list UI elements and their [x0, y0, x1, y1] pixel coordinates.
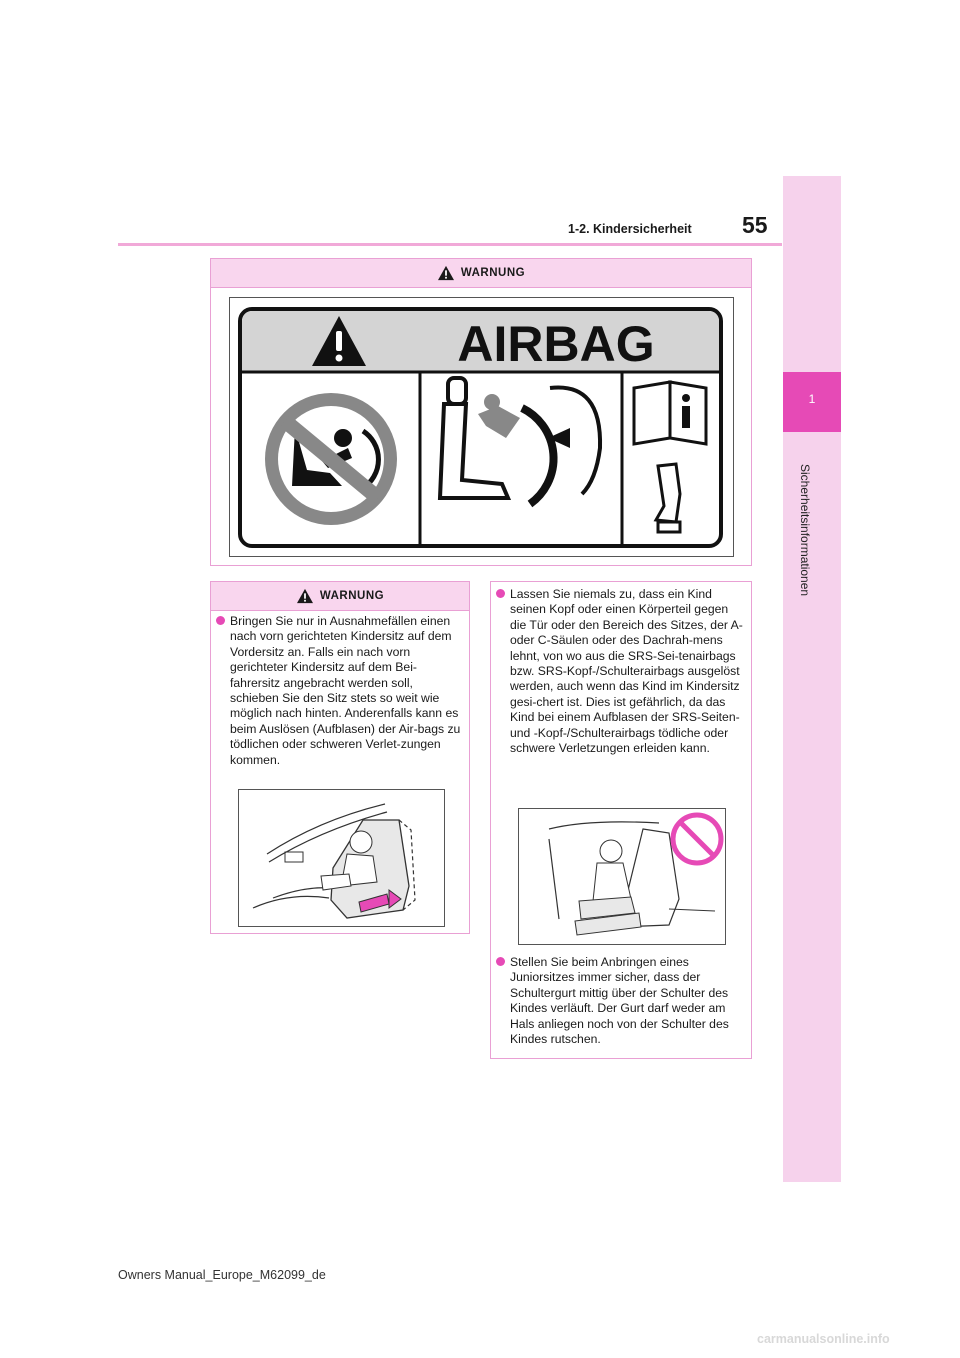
bullet-dot-icon [496, 957, 505, 966]
warning-header [211, 582, 469, 611]
bullet-text: Lassen Sie niemals zu, dass ein Kind seinen Kopf oder einen Körperteil gegen die Tür oder den Bereich des Sitzes, der A- oder C-Säulen oder des Dachrah-mens lehnt, von wo aus die SRS-Sei-tenairbags bzw. SRS-Kopf-/Schulterairbags ausgelöst werden, auch wenn das Kind im Kindersitz gesi-chert ist. Dies ist gefährlich, da das Kind bei einem Aufblasen der SRS-Seiten- und -Kopf-/Schulterairbags tödliche oder schwere Verletzungen erleiden kann. [510, 587, 743, 756]
airbag-label-figure [229, 297, 734, 557]
no-child-seat-icon [265, 393, 397, 525]
warning-label: WARNUNG [319, 590, 385, 602]
warning-box-airbag [210, 258, 752, 566]
bullet-dot-icon [496, 589, 505, 598]
warning-box-child-safety [490, 581, 752, 1059]
list-item [496, 587, 744, 756]
warning-header [211, 259, 751, 288]
airbag-text: AIRBAG [457, 316, 655, 372]
footer-text: Owners Manual_Europe_M62099_de [118, 1268, 326, 1282]
chapter-label: Sicherheitsinformationen [798, 464, 812, 597]
warning-triangle-icon [296, 588, 314, 604]
list-item [216, 614, 462, 768]
bullet-dot-icon [216, 616, 225, 625]
page-number: 55 [742, 212, 768, 238]
child-leaning-illustration [519, 809, 725, 944]
warning-triangle-icon [437, 265, 455, 281]
warning-label: WARNUNG [460, 267, 526, 279]
bullet-text: Bringen Sie nur in Ausnahmefällen einen nach vorn gerichteten Kindersitz auf dem Vordersitz an. Falls ein nach vorn gerichteter Kindersitz auf dem Bei-fahrersitz angebracht werden soll, schieben Sie den Sitz stets so weit wie möglich nach hinten. Anderenfalls kann es beim Auslösen (Aufblasen) der Air-bags zu tödlichen oder schweren Verlet-zungen kommen. [230, 614, 461, 767]
header-rule [118, 243, 782, 246]
side-strip [783, 176, 841, 1182]
watermark: carmanualsonline.info [757, 1332, 890, 1346]
airbag-warning-label-illustration [230, 298, 733, 556]
section-title: 1-2. Kindersicherheit [568, 222, 692, 236]
front-seat-child-seat-illustration [239, 790, 444, 926]
warning-box-front-seat [210, 581, 470, 934]
junior-seat-figure [518, 808, 726, 945]
bullet-text: Stellen Sie beim Anbringen eines Juniorsitzes immer sicher, dass der Schultergurt mittig über der Schulter des Kindes verläuft. Der Gurt darf weder am Hals anliegen noch von der Schulter des Kindes rutschen. [510, 955, 729, 1047]
child-seat-figure [238, 789, 445, 927]
list-item [496, 955, 744, 1047]
chapter-number: 1 [808, 392, 816, 406]
